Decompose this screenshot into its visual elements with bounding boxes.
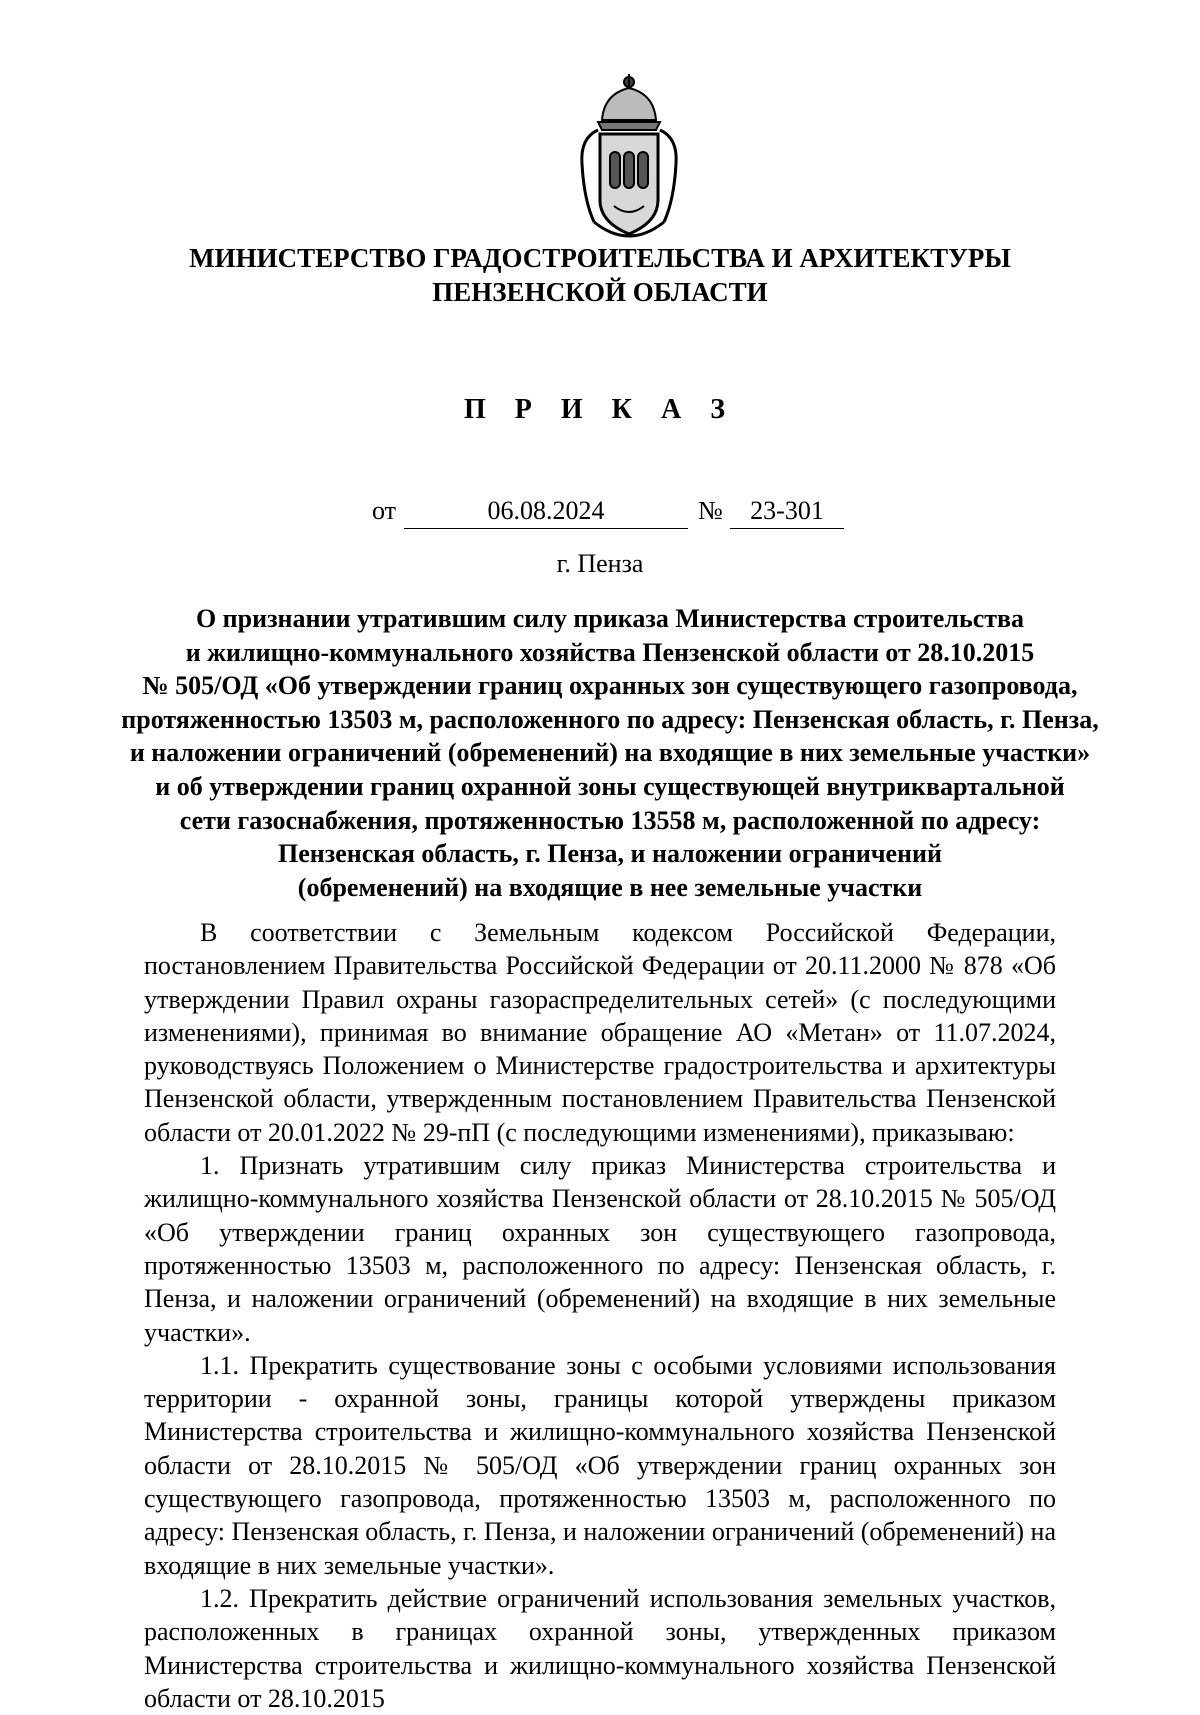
subject-line: протяженностью 13503 м, расположенного по адресу: Пензенская область, г. Пенза, [121, 704, 1099, 734]
number-prefix: № [698, 496, 723, 525]
subject-line: № 505/ОД «Об утверждении границ охранных зон существующего газопровода, [142, 671, 1078, 701]
clause-1-1-paragraph: 1.1. Прекратить существование зоны с особыми условиями использования территории - охранной зоны, границы которой утверждены приказом Министерства строительства и жилищно-коммунального хозяйства Пензенской области от 28.10.2015 № 505/ОД «Об утверждении границ охранных зон существующего газопровода, протяженностью 13503 м, расположенного по адресу: Пензенская область, г. Пенза, и наложении ограничений (обременений) на входящие в них земельные участки». [144, 1350, 1056, 1580]
ministry-name-line-1: МИНИСТЕРСТВО ГРАДОСТРОИТЕЛЬСТВА И АРХИТЕКТУРЫ [189, 243, 1011, 273]
order-date-field: 06.08.2024 [404, 496, 688, 529]
subject-line: и наложении ограничений (обременений) на входящие в них земельные участки» [129, 738, 1091, 768]
document-body [144, 916, 1056, 1715]
preamble-paragraph: В соответствии с Земельным кодексом Российской Федерации, постановлением Правительства Российской Федерации от 20.11.2000 № 878 «Об утверждении Правил охраны газораспределительных сетей» (с последующими изменениями), принимая во внимание обращение АО «Метан» от 11.07.2024, руководствуясь Положением о Министерстве градостроительства и архитектуры Пензенской области, утвержденным постановлением Правительства Пензенской области от 20.01.2022 № 29-пП (с последующими изменениями), приказываю: [144, 918, 1056, 1147]
subject-line: сети газоснабжения, протяженностью 13558 м, расположенной по адресу: [179, 805, 1041, 835]
clause-1-2-paragraph: 1.2. Прекратить действие ограничений использования земельных участков, расположенных в границах охранной зоны, утвержденных приказом Министерства строительства и жилищно-коммунального хозяйства Пензенской области от 28.10.2015 [144, 1583, 1056, 1713]
order-number-field: 23-301 [730, 496, 844, 529]
ministry-name-line-2: ПЕНЗЕНСКОЙ ОБЛАСТИ [432, 277, 768, 307]
subject-line: и жилищно-коммунального хозяйства Пензенской области от 28.10.2015 [185, 637, 1035, 667]
city-line: г. Пенза [556, 549, 644, 578]
order-subject [110, 602, 1110, 904]
subject-line: (обременений) на входящие в нее земельные участки [297, 872, 923, 902]
clause-1-paragraph: 1. Признать утратившим силу приказ Министерства строительства и жилищно-коммунального хозяйства Пензенской области от 28.10.2015 № 505/ОД «Об утверждении границ охранных зон существующего газопровода, протяженностью 13503 м, расположенного по адресу: Пензенская область, г. Пенза, и наложении ограничений (обременений) на входящие в них земельные участки». [144, 1151, 1056, 1347]
date-prefix: от [372, 496, 397, 525]
coat-of-arms-emblem [564, 72, 694, 250]
subject-line: Пензенская область, г. Пенза, и наложении ограничений [278, 839, 942, 869]
document-type-title: П Р И К А З [464, 394, 736, 425]
subject-line: О признании утратившим силу приказа Министерства строительства [195, 604, 1025, 633]
subject-line: и об утверждении границ охранной зоны существующей внутриквартальной [155, 771, 1065, 801]
